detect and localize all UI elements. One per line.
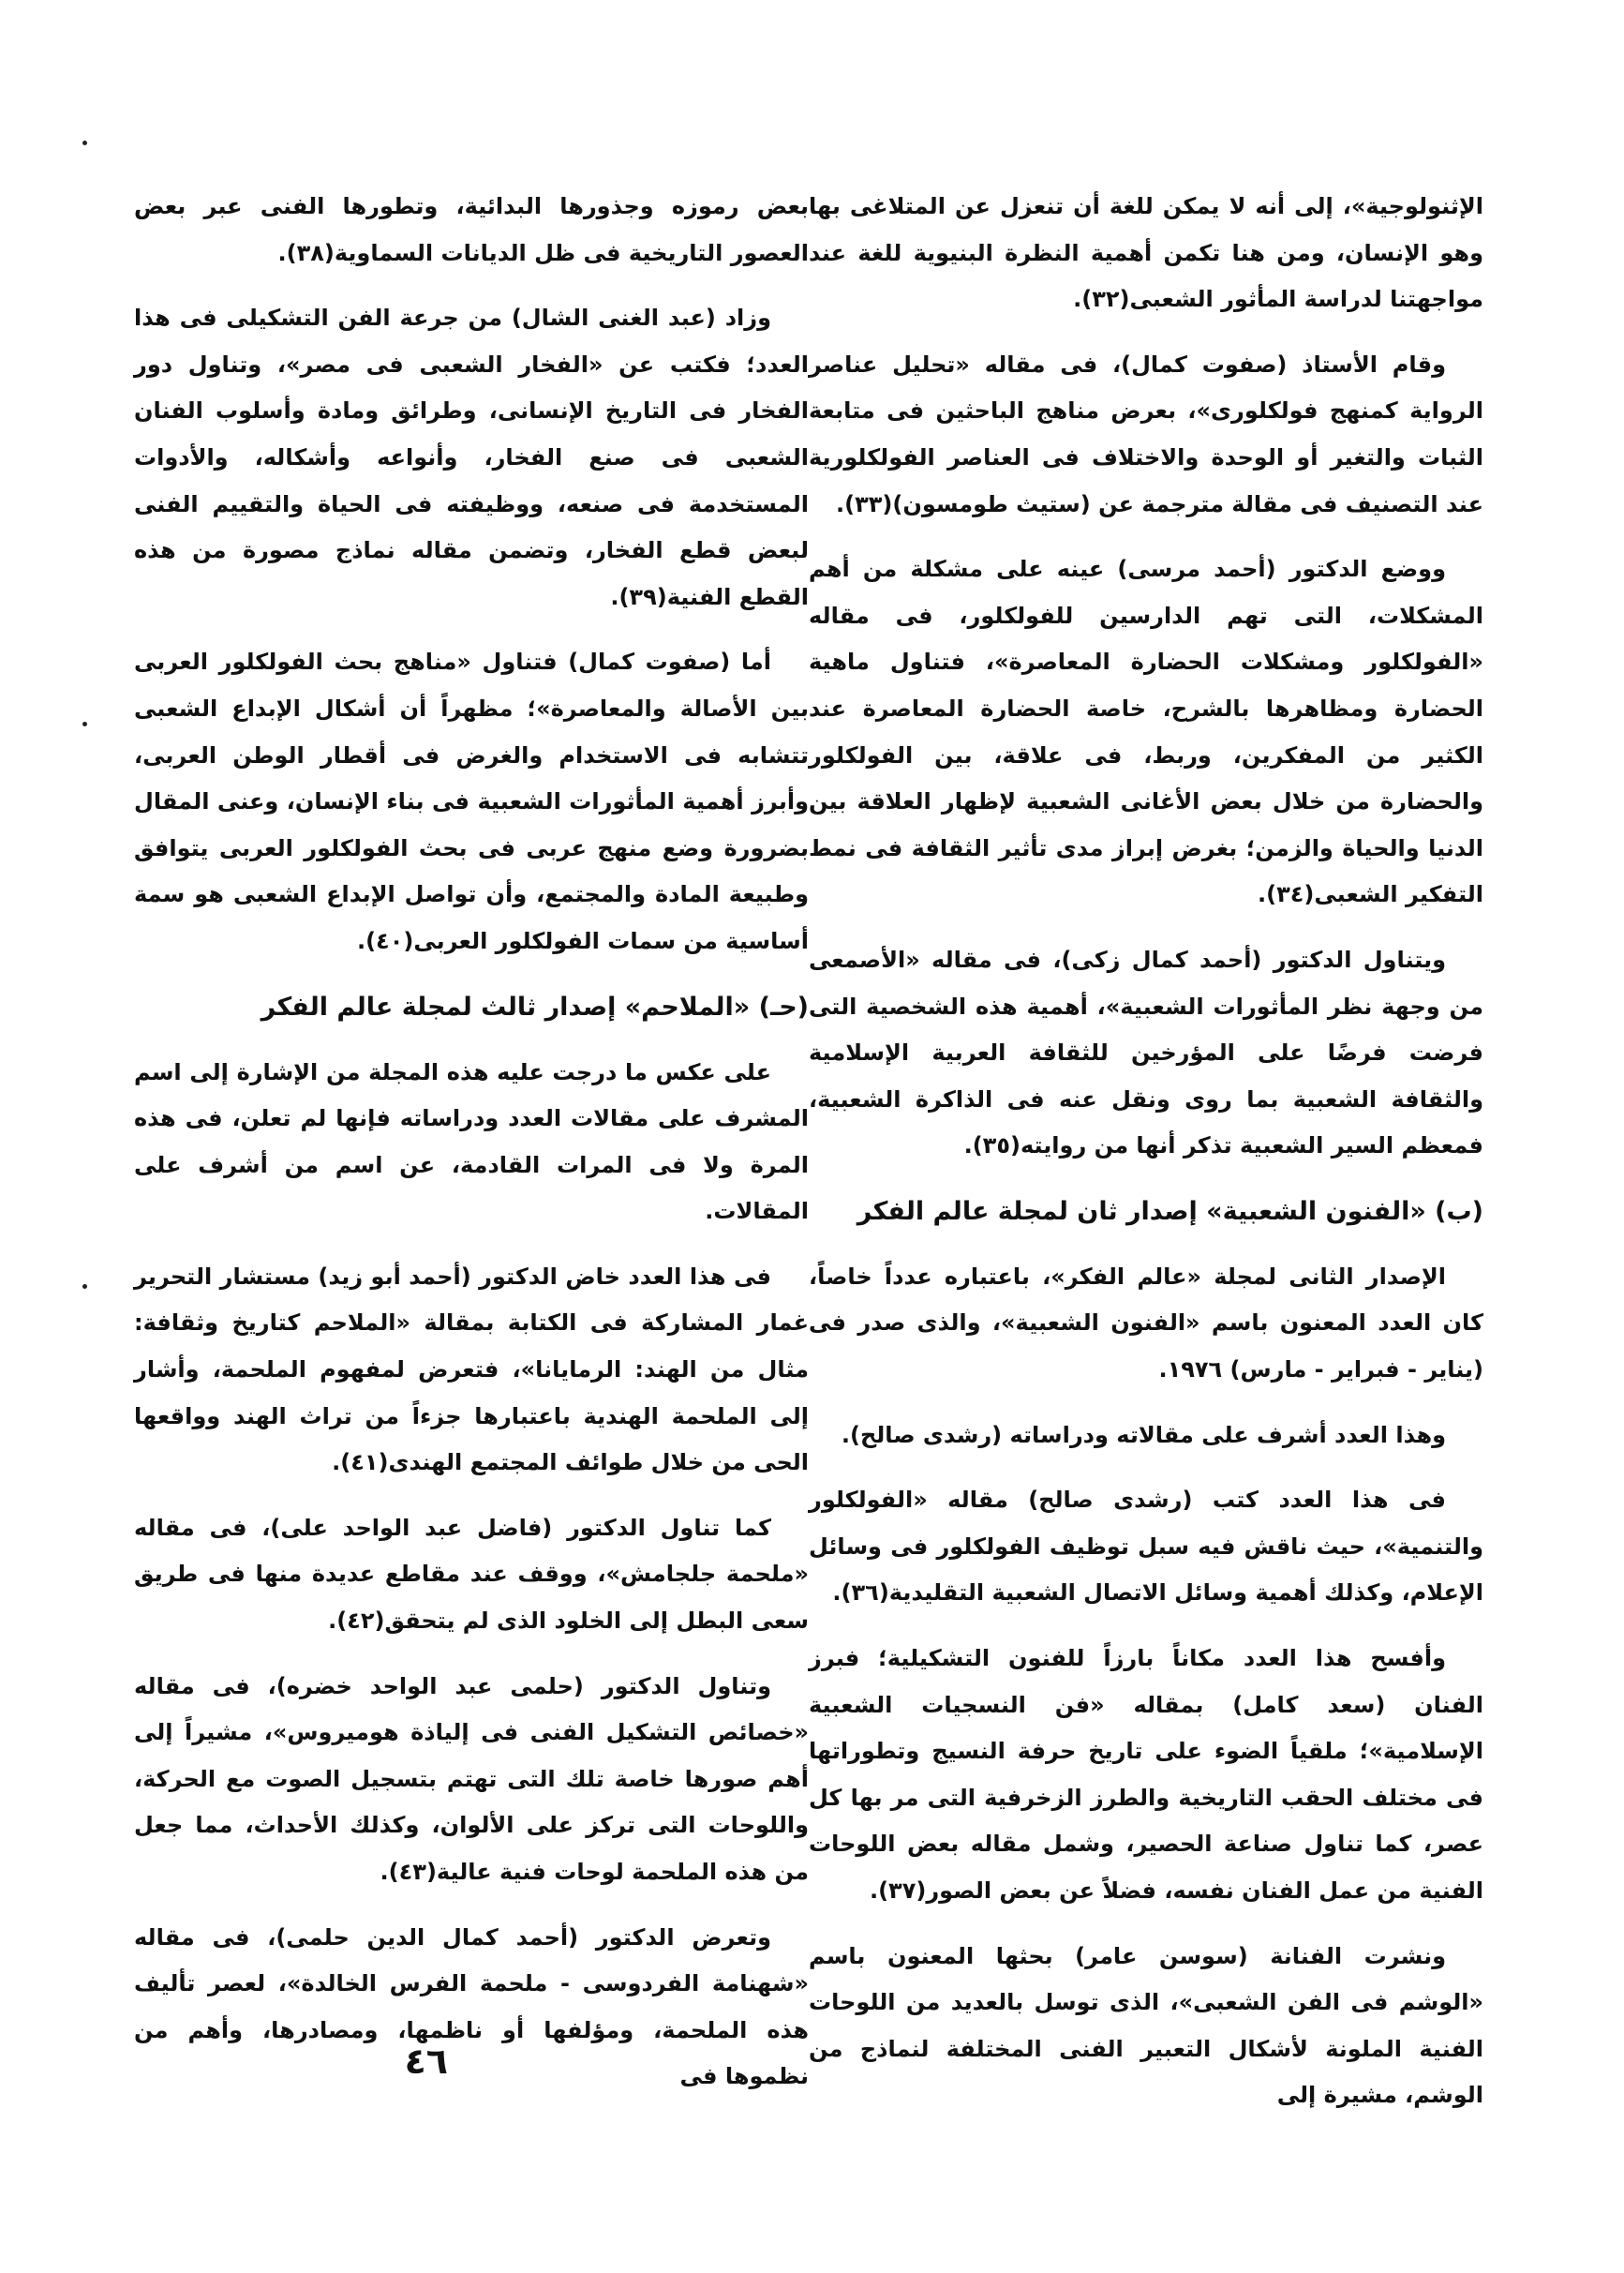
paragraph: ونشرت الفنانة (سوسن عامر) بحثها المعنون باسم «الوشم فى الفن الشعبى»، الذى توسل بالعديد من اللوحات الفنية الملونة لأشكال التعبير الفنى المختلفة لنماذج من الوشم، مشيرة إلى <box>809 1942 1483 2109</box>
paragraph: فى هذا العدد خاض الدكتور (أحمد أبو زيد) مستشار التحرير غمار المشاركة فى الكتابة بمقالة «الملاحم كتاريخ وثقافة: مثال من الهند: الرمايانا»، فتعرض لمفهوم الملحمة، وأشار إلى الملحمة الهندية باعتبارها جزءاً من تراث الهند وواقعها الحى من خلال طوائف المجتمع الهندى(٤١). <box>134 1263 809 1476</box>
paragraph: ووضع الدكتور (أحمد مرسى) عينه على مشكلة من أهم المشكلات، التى تهم الدارسين للفولكلور، فى مقاله «الفولكلور ومشكلات الحضارة المعاصرة»، فتناول ماهية الحضارة ومظاهرها بالشرح، خاصة الحضارة المعاصرة عند الكثير من المفكرين، وربط، فى علاقة، بين الفولكلور والحضارة من خلال بعض الأغانى الشعبية لإظهار العلاقة بين الدنيا والحياة والزمن؛ بغرض إبراز مدى تأثير الثقافة فى نمط التفكير الشعبى(٣٤). <box>809 556 1483 908</box>
left-column <box>134 184 809 2119</box>
paragraph: وقام الأستاذ (صفوت كمال)، فى مقاله «تحليل عناصر الرواية كمنهج فولكلورى»، بعرض مناهج الباحثين فى متابعة الثبات والتغير أو الوحدة والاختلاف فى العناصر الفولكلورية عند التصنيف فى مقالة مترجمة عن (ستيث طومسون)(٣٣). <box>809 351 1483 517</box>
paragraph: كما تناول الدكتور (فاضل عبد الواحد على)، فى مقاله «ملحمة جلجامش»، ووقف عند مقاطع عديدة منها فى طريق سعى البطل إلى الخلود الذى لم يتحقق(٤٢). <box>134 1514 809 1635</box>
section-heading-b: (ب) «الفنون الشعبية» إصدار ثان لمجلة عالم الفكر <box>857 1196 1483 1226</box>
scan-speck <box>82 141 87 145</box>
scan-speck <box>82 1284 87 1289</box>
section-heading-c: (حـ) «الملاحم» إصدار ثالث لمجلة عالم الفكر <box>261 992 809 1022</box>
paragraph: وتعرض الدكتور (أحمد كمال الدين حلمى)، فى مقاله «شهنامة الفردوسى - ملحمة الفرس الخالدة»، لعصر تأليف هذه الملحمة، ومؤلفها أو ناظمها، ومصادرها، وأهم من نظموها فى <box>134 1923 809 2090</box>
paragraph: فى هذا العدد كتب (رشدى صالح) مقاله «الفولكلور والتنمية»، حيث ناقش فيه سبل توظيف الفولكلور فى وسائل الإعلام، وكذلك أهمية وسائل الاتصال الشعبية التقليدية(٣٦). <box>809 1487 1483 1607</box>
right-column <box>809 184 1483 2138</box>
paragraph: الإصدار الثانى لمجلة «عالم الفكر»، باعتباره عدداً خاصاً، كان العدد المعنون باسم «الفنون الشعبية»، والذى صدر فى (يناير - فبراير - مارس) ١٩٧٦. <box>809 1263 1483 1383</box>
paragraph: وأفسح هذا العدد مكاناً بارزاً للفنون التشكيلية؛ فبرز الفنان (سعد كامل) بمقاله «فن النسجيات الشعبية الإسلامية»؛ ملقياً الضوء على تاريخ حرفة النسيج وتطوراتها فى مختلف الحقب التاريخية والطرز الزخرفية التى مر بها كل عصر، كما تناول صناعة الحصير، وشمل مقاله بعض اللوحات الفنية من عمل الفنان نفسه، فضلاً عن بعض الصور(٣٧). <box>809 1645 1483 1904</box>
scan-speck <box>82 722 87 726</box>
paragraph: بعض رموزه وجذورها البدائية، وتطورها الفنى عبر بعض العصور التاريخية فى ظل الديانات السماوية(٣٨). <box>134 193 809 266</box>
paragraph: الإثنولوجية»، إلى أنه لا يمكن للغة أن تنعزل عن المتلاغى بها وهو الإنسان، ومن هنا تكمن أهمية النظرة البنيوية للغة عند مواجهتنا لدراسة المأثور الشعبى(٣٢). <box>809 193 1483 313</box>
paragraph: وهذا العدد أشرف على مقالاته ودراساته (رشدى صالح). <box>841 1421 1446 1448</box>
paragraph: وتناول الدكتور (حلمى عبد الواحد خضره)، فى مقاله «خصائص التشكيل الفنى فى إلياذة هوميروس»، مشيراً إلى أهم صورها خاصة تلك التى تهتم بتسجيل الصوت مع الحركة، واللوحات التى تركز على الألوان، وكذلك الأحداث، مما جعل من هذه الملحمة لوحات فنية عالية(٤٣). <box>134 1672 809 1885</box>
paragraph: ويتناول الدكتور (أحمد كمال زكى)، فى مقاله «الأصمعى من وجهة نظر المأثورات الشعبية»، أهمية هذه الشخصية التى فرضت فرضًا على المؤرخين للثقافة العربية الإسلامية والثقافة الشعبية بما روى ونقل عنه فى الذاكرة الشعبية، فمعظم السير الشعبية تذكر أنها من روايته(٣٥). <box>809 946 1483 1159</box>
page-number: ٤٦ <box>404 2041 448 2082</box>
paragraph: وزاد (عبد الغنى الشال) من جرعة الفن التشكيلى فى هذا العدد؛ فكتب عن «الفخار الشعبى فى مصر»، وتناول دور الفخار فى التاريخ الإنسانى، وطرائق ومادة وأسلوب الفنان الشعبى فى صنع الفخار، وأنواعه وأشكاله، والأدوات المستخدمة فى صنعه، ووظيفته فى الحياة والتقييم الفنى لبعض قطع الفخار، وتضمن مقاله نماذج مصورة من هذه القطع الفنية(٣٩). <box>134 305 809 610</box>
paragraph: على عكس ما درجت عليه هذه المجلة من الإشارة إلى اسم المشرف على مقالات العدد ودراساته فإنها لم تعلن، فى هذه المرة ولا فى المرات القادمة، عن اسم من أشرف على المقالات. <box>134 1058 809 1225</box>
paragraph: أما (صفوت كمال) فتناول «مناهج بحث الفولكلور العربى بين الأصالة والمعاصرة»؛ مظهراً أن أشكال الإبداع الشعبى تتشابه فى الاستخدام والغرض فى أقطار الوطن العربى، وأبرز أهمية المأثورات الشعبية فى بناء الإنسان، وعنى المقال بضرورة وضع منهج عربى فى بحث الفولكلور العربى يتوافق وطبيعة المادة والمجتمع، وأن تواصل الإبداع الشعبى هو سمة أساسية من سمات الفولكلور العربى(٤٠). <box>134 649 809 954</box>
